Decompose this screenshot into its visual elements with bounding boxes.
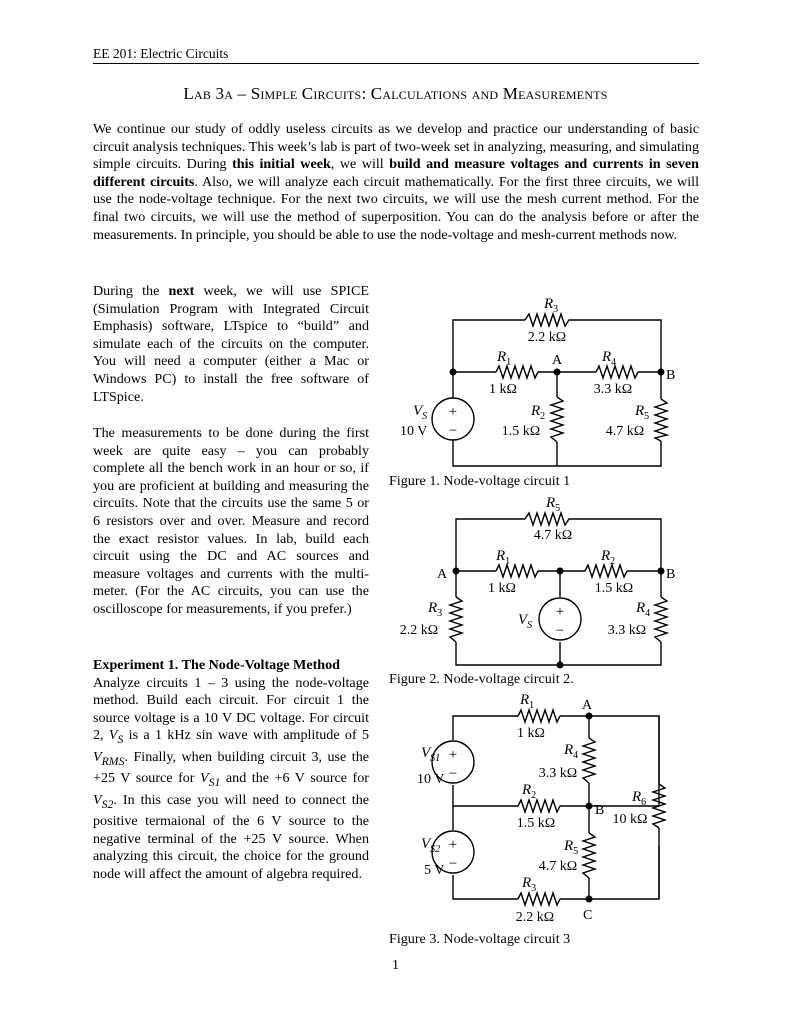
- svg-text:R3: [521, 875, 536, 894]
- svg-text:R2: [530, 403, 545, 422]
- exp-text: and the +6 V source for: [220, 770, 369, 787]
- title-part: imple: [260, 84, 298, 103]
- exp-sub: S1: [208, 776, 221, 789]
- fig3-node-a: [586, 713, 593, 720]
- fig1-r5-sub: 5: [644, 411, 650, 422]
- fig2-r3-value: 2.2 kΩ: [399, 623, 439, 638]
- exp-text: Analyze circuits 1 – 3 using the node-voltage method. Build each circuit. For circuit 1 the source voltage is a 10 V DC voltage. For circuit 2,: [93, 674, 369, 744]
- exp-var: V: [200, 770, 209, 787]
- exp-sub: RMS: [101, 754, 125, 768]
- figure-2-circuit: [400, 495, 676, 669]
- fig3-r5-value: 4.7 kΩ: [538, 859, 578, 874]
- fig2-r5-resistor: [525, 513, 571, 525]
- fig2-r2-label: R: [601, 548, 611, 564]
- fig2-vs-sub: S: [527, 620, 533, 631]
- fig3-r4-value: 3.3 kΩ: [538, 766, 578, 781]
- fig2-r5-label: R: [546, 495, 556, 511]
- fig1-r3-value: 2.2 kΩ: [527, 330, 567, 345]
- svg-text:R2: [600, 548, 615, 567]
- fig1-r2-resistor: [551, 397, 563, 442]
- fig3-vs2-sub: S2: [430, 844, 441, 855]
- figure-1-caption: Figure 1. Node-voltage circuit 1: [389, 473, 571, 489]
- intro-bold: build and measure voltages and currents in seven different circuits: [93, 156, 700, 190]
- title-part: M: [498, 84, 519, 103]
- exp-text: is a 1 kHz sin wave with amplitude of 5: [123, 727, 370, 744]
- svg-text:R4: [601, 349, 616, 368]
- title-part: : C: [361, 84, 383, 103]
- fig2-node: [557, 568, 564, 575]
- fig3-vs2-minus: −: [448, 856, 458, 872]
- para-text: During the: [93, 283, 169, 299]
- fig3-r6-sub: 6: [641, 797, 647, 808]
- fig2-vs-label: V: [518, 612, 528, 628]
- svg-text:R4: [563, 742, 578, 761]
- fig2-plus: +: [555, 604, 565, 620]
- fig3-vs1-sub: S1: [430, 753, 441, 764]
- fig1-r1-label: R: [497, 349, 507, 365]
- fig3-vs2-label: V: [421, 836, 431, 852]
- svg-text:R5: [634, 403, 649, 422]
- svg-text:R5: [545, 495, 560, 514]
- fig2-r4-resistor: [655, 597, 667, 642]
- fig1-r4-resistor: [596, 366, 638, 378]
- fig2-r5-sub: 5: [555, 503, 561, 514]
- fig2-node-a-label: A: [437, 567, 448, 582]
- intro-text: . Also, we will analyze each circuit mathematically. For the first three circuits, we will use the node-voltage technique. For the next two circuits, we will use the mesh current method. For the final two circuits, we will use the method of superposition. You can do the analysis before or after the measurements. In principle, you should be able to use the node-voltage and mesh-current methods now.: [93, 173, 699, 243]
- svg-text:R6: [631, 789, 646, 808]
- running-header: EE 201: Electric Circuits: [93, 46, 699, 64]
- fig3-r2-sub: 2: [531, 790, 537, 801]
- fig3-node-b: [586, 803, 593, 810]
- title-part: ab: [193, 84, 212, 103]
- fig3-vs2-value: 5 V: [424, 863, 445, 878]
- svg-text:R5: [563, 838, 578, 857]
- fig3-r2-value: 1.5 kΩ: [516, 816, 556, 831]
- fig3-r3-sub: 3: [531, 883, 537, 894]
- svg-text:VS: [413, 403, 427, 422]
- svg-text:R2: [521, 782, 536, 801]
- fig1-vs-value: 10 V: [400, 424, 428, 439]
- fig1-r5-label: R: [635, 403, 645, 419]
- fig2-r3-resistor: [450, 597, 462, 642]
- svg-text:R1: [496, 349, 511, 368]
- fig3-r2-label: R: [522, 782, 532, 798]
- exp-var: V: [108, 727, 118, 744]
- exp-sub: S2: [101, 797, 114, 811]
- fig3-vs2-plus: +: [448, 837, 458, 853]
- fig3-vs1-value: 10 V: [417, 772, 445, 787]
- figure-1-circuit: [400, 296, 675, 466]
- fig1-r5-value: 4.7 kΩ: [605, 424, 645, 439]
- title-part: C: [297, 84, 314, 103]
- fig2-r1-value: 1 kΩ: [488, 581, 516, 596]
- fig1-r1-resistor: [496, 366, 538, 378]
- fig3-r4-sub: 4: [573, 750, 579, 761]
- fig2-node-a: [453, 568, 460, 575]
- fig3-vs1-label: V: [421, 745, 431, 761]
- fig3-r1-resistor: [518, 710, 560, 722]
- title-part: alculations and: [382, 84, 499, 103]
- para-bold: next: [168, 283, 195, 299]
- title-part: easurements: [518, 84, 608, 103]
- svg-text:VS: [518, 612, 532, 631]
- fig2-r5-value: 4.7 kΩ: [533, 528, 573, 543]
- fig1-plus: +: [448, 404, 458, 420]
- title-part: ircuits: [313, 84, 362, 103]
- title-part: 3: [211, 84, 225, 103]
- intro-bold: this initial week: [232, 156, 331, 173]
- intro-text: We continue our study of oddly useless circuits as we develop and practice our understanding of basic circuit analysis techniques. This week’s lab is part of two-week set in analyzing, measuring, and simulating simple circuits. During: [93, 121, 699, 173]
- fig1-vs-sub: S: [422, 411, 428, 422]
- fig1-r3-label: R: [544, 296, 554, 312]
- fig2-r1-resistor: [496, 565, 538, 577]
- fig3-r4-label: R: [564, 742, 574, 758]
- fig1-r3-resistor: [525, 314, 571, 326]
- fig1-vs-label: V: [413, 403, 423, 419]
- svg-text:R3: [427, 600, 442, 619]
- svg-text:R4: [635, 600, 650, 619]
- fig1-r2-value: 1.5 kΩ: [501, 424, 541, 439]
- fig3-node-c: [586, 896, 593, 903]
- fig3-r3-label: R: [522, 875, 532, 891]
- fig2-r4-sub: 4: [645, 608, 651, 619]
- fig3-node-a-label: A: [582, 698, 593, 713]
- experiment-title: Experiment 1. The Node-Voltage Method: [93, 657, 341, 673]
- fig2-r1-label: R: [496, 548, 506, 564]
- fig2-node-b: [658, 568, 665, 575]
- fig3-r3-resistor: [518, 893, 560, 905]
- fig1-r1-sub: 1: [506, 357, 512, 368]
- fig2-node-bottom: [557, 662, 564, 669]
- svg-text:R1: [495, 548, 510, 567]
- fig2-node-b-label: B: [666, 567, 676, 582]
- figure-3-caption: Figure 3. Node-voltage circuit 3: [389, 931, 571, 947]
- fig1-r3-sub: 3: [553, 304, 559, 315]
- fig2-r2-sub: 2: [610, 556, 616, 567]
- exp-var: V: [93, 748, 102, 765]
- figure-2-caption: Figure 2. Node-voltage circuit 2.: [389, 671, 574, 687]
- fig1-node-b: [658, 369, 665, 376]
- fig3-vs1-plus: +: [448, 747, 458, 763]
- title-part: a: [224, 84, 234, 103]
- fig1-node: [450, 369, 457, 376]
- fig3-r6-value: 10 kΩ: [612, 812, 648, 827]
- fig1-minus: −: [448, 423, 458, 439]
- fig2-r2-resistor: [585, 565, 627, 577]
- fig3-vs1-minus: −: [448, 766, 458, 782]
- fig3-r1-sub: 1: [529, 700, 535, 711]
- exp-sub: S: [117, 733, 124, 747]
- para-text: week, we will use SPICE (Simulation Program with Integrated Circuit Emphasis) software, LTspice to “build” and simulate each of the circuits on the computer. You will need a computer (either a Mac or Windows PC) to install the free software of LTSpice.: [93, 283, 369, 405]
- fig3-r5-resistor: [583, 833, 595, 878]
- exp-text: . In this case you will need to connect the positive termaional of the 6 V source to the negative terminal of the +25 V source. When analyzing this circuit, the choice for the ground node will affect the amount of algebra required.: [93, 791, 369, 882]
- fig1-r4-label: R: [602, 349, 612, 365]
- fig2-r4-label: R: [636, 600, 646, 616]
- fig1-node-a: [554, 369, 561, 376]
- figure-3-circuit: [417, 692, 665, 925]
- fig1-r5-resistor: [655, 399, 667, 441]
- intro-text: , we will: [330, 156, 390, 173]
- fig3-r4-resistor: [583, 738, 595, 783]
- fig3-r2-resistor: [518, 800, 560, 812]
- fig3-r3-value: 2.2 kΩ: [515, 910, 555, 925]
- fig1-node-a-label: A: [552, 353, 563, 368]
- fig1-r1-value: 1 kΩ: [489, 382, 517, 397]
- fig1-node-b-label: B: [666, 368, 676, 383]
- title-part: L: [183, 84, 194, 103]
- fig1-r2-sub: 2: [540, 411, 546, 422]
- fig2-r4-value: 3.3 kΩ: [607, 623, 647, 638]
- fig3-r1-value: 1 kΩ: [517, 726, 545, 741]
- exp-text: . Finally, when building circuit 3, use the +25 V source for: [93, 748, 369, 787]
- fig1-r4-value: 3.3 kΩ: [593, 382, 633, 397]
- svg-text:R1: [519, 692, 534, 711]
- fig2-r3-sub: 3: [437, 608, 443, 619]
- svg-text:R3: [543, 296, 558, 315]
- fig2-r2-value: 1.5 kΩ: [594, 581, 634, 596]
- page-number: 1: [391, 957, 400, 973]
- fig3-node-c-label: C: [583, 908, 593, 923]
- fig3-node-b-label: B: [595, 803, 605, 818]
- fig1-r2-label: R: [531, 403, 541, 419]
- measurement-paragraph: The measurements to be done during the first week are quite easy – you can probably complete all the bench work in an hour or so, if you are proficient at building and measuring the circuits. Note that the circuits use the same 5 or 6 resistors over and over. Measure and record the exact resistor values. In lab, build each circuit using the DC and AC sources and measure voltages and currents with the multi-meter. (For the AC circuits, you can use the oscilloscope for measurements, if you prefer.): [93, 425, 369, 617]
- fig3-r6-label: R: [632, 789, 642, 805]
- exp-var: V: [93, 791, 102, 808]
- fig2-r3-label: R: [428, 600, 438, 616]
- fig3-r5-sub: 5: [573, 846, 579, 857]
- fig3-r5-label: R: [564, 838, 574, 854]
- fig1-r4-sub: 4: [611, 357, 617, 368]
- fig2-minus: −: [555, 623, 565, 639]
- title-part: – S: [233, 84, 261, 103]
- fig2-r1-sub: 1: [505, 556, 511, 567]
- fig3-r1-label: R: [520, 692, 530, 708]
